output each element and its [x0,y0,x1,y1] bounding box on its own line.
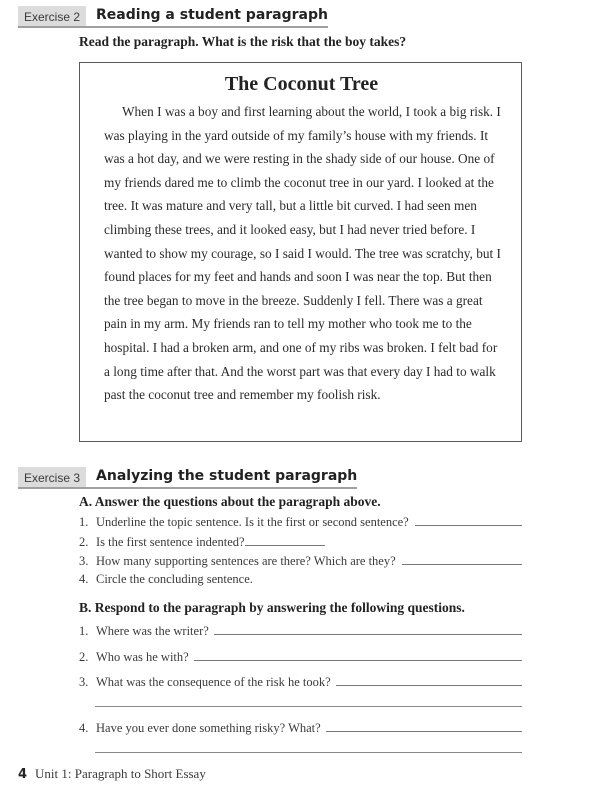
exercise-2-header [18,6,328,28]
question-number: 2. [79,535,89,549]
answer-blank[interactable] [214,634,522,635]
exercise-3-header [18,467,357,489]
question-text: Underline the topic sentence. Is it the first or second sentence? [96,515,409,529]
story-paragraph: When I was a boy and first learning about the world, I took a big risk. I was playing in the yard outside of my family’s house with my friends. It was a hot day, and we were resting in the shady side of our house. One of my friends dared me to climb the coconut tree in our yard. I looked at the tree. It was mature and very tall, but a little bit curved. I had seen men climbing these trees, and it looked easy, but I had never tried before. I wanted to show my courage, so I said I would. The tree was scratchy, but I found places for my feet and hands and soon I was near the top. But then the tree began to move in the breeze. Suddenly I fell. There was a great pain in my arm. My friends ran to tell my mother who took me to the hospital. I had a broken arm, and one of my ribs was broken. I felt bad for a long time after that. And the worst part was that every day I had to walk past the coconut tree and remember my foolish risk. [104,104,501,403]
question-number: 3. [79,554,89,568]
story-box [79,62,522,442]
question-number: 1. [79,515,89,529]
answer-blank[interactable] [336,685,522,686]
question-number: 4. [79,721,89,735]
question-text: How many supporting sentences are there? Which are they? [96,554,396,568]
section-a-question-2 [79,535,522,550]
section-a-heading: A. Answer the questions about the paragraph above. [79,494,381,509]
section-b-heading: B. Respond to the paragraph by answering the following questions. [79,600,465,615]
answer-blank[interactable] [326,731,522,732]
story-title: The Coconut Tree [224,73,379,95]
answer-blank[interactable] [245,545,325,546]
section-b-question-1 [79,624,522,639]
section-b-question-4 [79,721,522,736]
question-text: Who was he with? [96,650,189,664]
page-number: 4 [18,767,28,782]
exercise-3-label: Exercise 3 [18,467,86,489]
exercise-2-label: Exercise 2 [18,6,86,28]
question-number: 1. [79,624,89,638]
unit-title: Unit 1: Paragraph to Short Essay [35,766,206,781]
page-footer [18,766,206,782]
question-text: Where was the writer? [96,624,209,638]
question-text: Circle the concluding sentence. [96,572,253,586]
section-a-question-1 [79,515,522,530]
question-number: 2. [79,650,89,664]
question-text: Have you ever done something risky? What? [96,721,321,735]
section-b-question-2 [79,650,522,665]
answer-blank[interactable] [402,564,522,565]
exercise-2-instruction: Read the paragraph. What is the risk that the boy takes? [79,34,407,49]
answer-blank-continued[interactable] [95,752,522,753]
exercise-2-title: Reading a student paragraph [86,6,328,28]
section-a-question-3 [79,554,522,569]
section-b-question-3 [79,675,522,690]
exercise-3-title: Analyzing the student paragraph [86,467,357,489]
answer-blank-continued[interactable] [95,706,522,707]
answer-blank[interactable] [194,660,522,661]
question-number: 4. [79,572,89,586]
section-a-question-4 [79,572,522,587]
question-text: Is the first sentence indented? [96,535,245,549]
answer-blank[interactable] [415,525,522,526]
question-number: 3. [79,675,89,689]
question-text: What was the consequence of the risk he took? [96,675,331,689]
